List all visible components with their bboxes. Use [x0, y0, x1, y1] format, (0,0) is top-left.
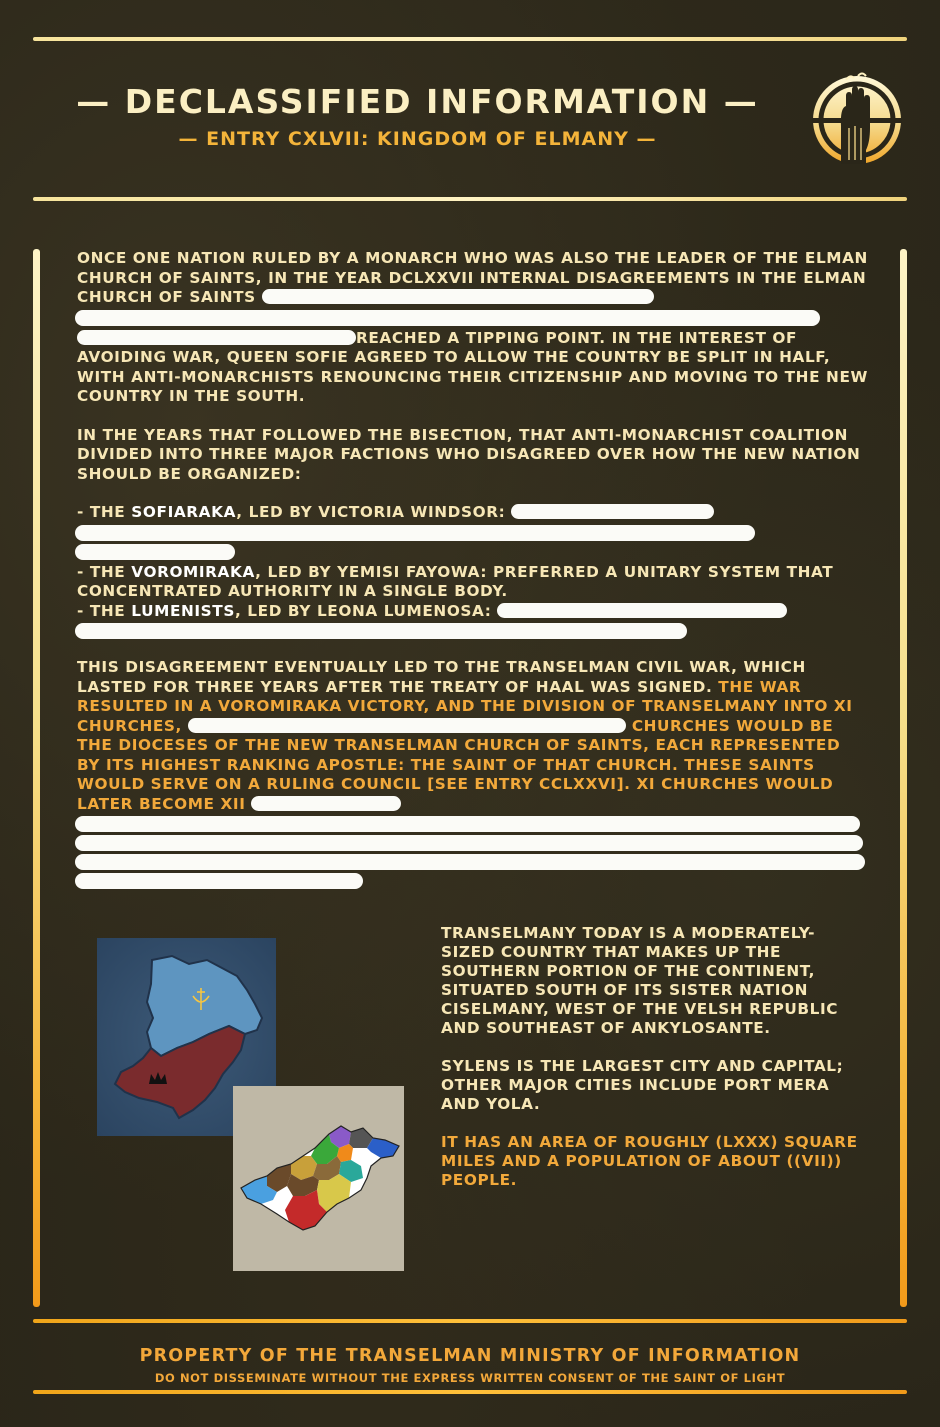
footer-title: PROPERTY OF THE TRANSELMAN MINISTRY OF INFORMATION: [139, 1346, 801, 1366]
left-border-bar: [33, 249, 40, 1307]
right-border-bar: [900, 249, 907, 1307]
faction-item: - THE VOROMIRAKA, LED BY YEMISI FAYOWA: PREFERRED A UNITARY SYSTEM THAT CONCENTRATED AUTHORITY IN A SINGLE BODY.: [77, 562, 834, 600]
redaction-mark: [75, 835, 863, 851]
entry-subtitle: — ENTRY CXLVII: KINGDOM OF ELMANY —: [178, 128, 657, 150]
footer-disclaimer: DO NOT DISSEMINATE WITHOUT THE EXPRESS WRITTEN CONSENT OF THE SAINT OF LIGHT: [154, 1371, 786, 1385]
redaction-mark: [75, 544, 235, 560]
faction-item: - THE LUMENISTS, LED BY LEONA LUMENOSA:: [77, 602, 869, 640]
paragraph-origin: ONCE ONE NATION RULED BY A MONARCH WHO WAS ALSO THE LEADER OF THE ELMAN CHURCH OF SAINTS, IN THE YEAR DCLXXVII INTERNAL DISAGREEMENTS IN THE ELMAN CHURCH OF SAINTS REACHED A TIPPING POINT. IN THE INTEREST OF AVOIDING WAR, QUEEN SOFIE AGREED TO ALLOW THE COUNTRY BE SPLIT IN HALF, WITH ANTI-MONARCHISTS RENOUNCING THEIR CITIZENSHIP AND MOVING TO THE NEW COUNTRY IN THE SOUTH.: [77, 249, 868, 405]
main-body-text: [77, 249, 869, 892]
faction-item: - THE SOFIARAKA, LED BY VICTORIA WINDSOR:: [77, 503, 869, 560]
summary-location: TRANSELMANY TODAY IS A MODERATELY-SIZED COUNTRY THAT MAKES UP THE SOUTHERN PORTION OF THE CONTINENT, SITUATED SOUTH OF ITS SISTER NATION CISELMANY, WEST OF THE VELSH REPUBLIC AND SOUTHEAST OF ANKYLOSANTE.: [441, 924, 839, 1037]
redaction-mark: [75, 525, 755, 541]
redaction-mark: [511, 504, 714, 519]
redaction-mark: [188, 718, 626, 733]
footer-top-rule: [33, 1319, 907, 1323]
paragraph-factions-intro: IN THE YEARS THAT FOLLOWED THE BISECTION, THAT ANTI-MONARCHIST COALITION DIVIDED INTO THREE MAJOR FACTIONS WHO DISAGREED OVER HOW THE NEW NATION SHOULD BE ORGANIZED:: [77, 425, 861, 483]
faction-name: SOFIARAKA: [131, 503, 237, 521]
redaction-mark: [75, 623, 687, 639]
faction-name: LUMENISTS: [131, 601, 235, 620]
redaction-mark: [251, 796, 401, 811]
page-title: — DECLASSIFIED INFORMATION —: [76, 82, 759, 121]
hand-emblem-icon: [810, 68, 904, 166]
redaction-mark: [75, 873, 363, 889]
redaction-mark: [497, 603, 787, 618]
faction-list: [77, 503, 869, 639]
country-summary: [441, 924, 861, 1209]
redaction-mark: [75, 854, 865, 870]
redaction-mark: [75, 816, 860, 832]
redaction-mark: [77, 330, 356, 345]
dioceses-map: [233, 1086, 404, 1271]
faction-name: VOROMIRAKA: [131, 562, 256, 581]
summary-cities: SYLENS IS THE LARGEST CITY AND CAPITAL; OTHER MAJOR CITIES INCLUDE PORT MERA AND YOLA.: [441, 1057, 844, 1113]
header-rule: [33, 197, 907, 201]
redaction-mark: [75, 310, 820, 326]
summary-statistics: IT HAS AN AREA OF ROUGHLY (LXXX) SQUARE MILES AND A POPULATION OF ABOUT ((VII)) PEOPLE.: [441, 1133, 858, 1189]
footer-bottom-rule: [33, 1390, 907, 1394]
paragraph-civil-war: THIS DISAGREEMENT EVENTUALLY LED TO THE TRANSELMAN CIVIL WAR, WHICH LASTED FOR THREE YEARS AFTER THE TREATY OF HAAL WAS SIGNED. THE WAR RESULTED IN A VOROMIRAKA VICTORY, AND THE DIVISION OF TRANSELMANY INTO XI CHURCHES, CHURCHES WOULD BE THE DIOCESES OF THE NEW TRANSELMAN CHURCH OF SAINTS, EACH REPRESENTED BY ITS HIGHEST RANKING APOSTLE: THE SAINT OF THAT CHURCH. THESE SAINTS WOULD SERVE ON A RULING COUNCIL [SEE ENTRY CCLXXVI]. XI CHURCHES WOULD LATER BECOME XII: [77, 658, 869, 889]
redaction-mark: [262, 289, 654, 304]
top-rule: [33, 37, 907, 41]
